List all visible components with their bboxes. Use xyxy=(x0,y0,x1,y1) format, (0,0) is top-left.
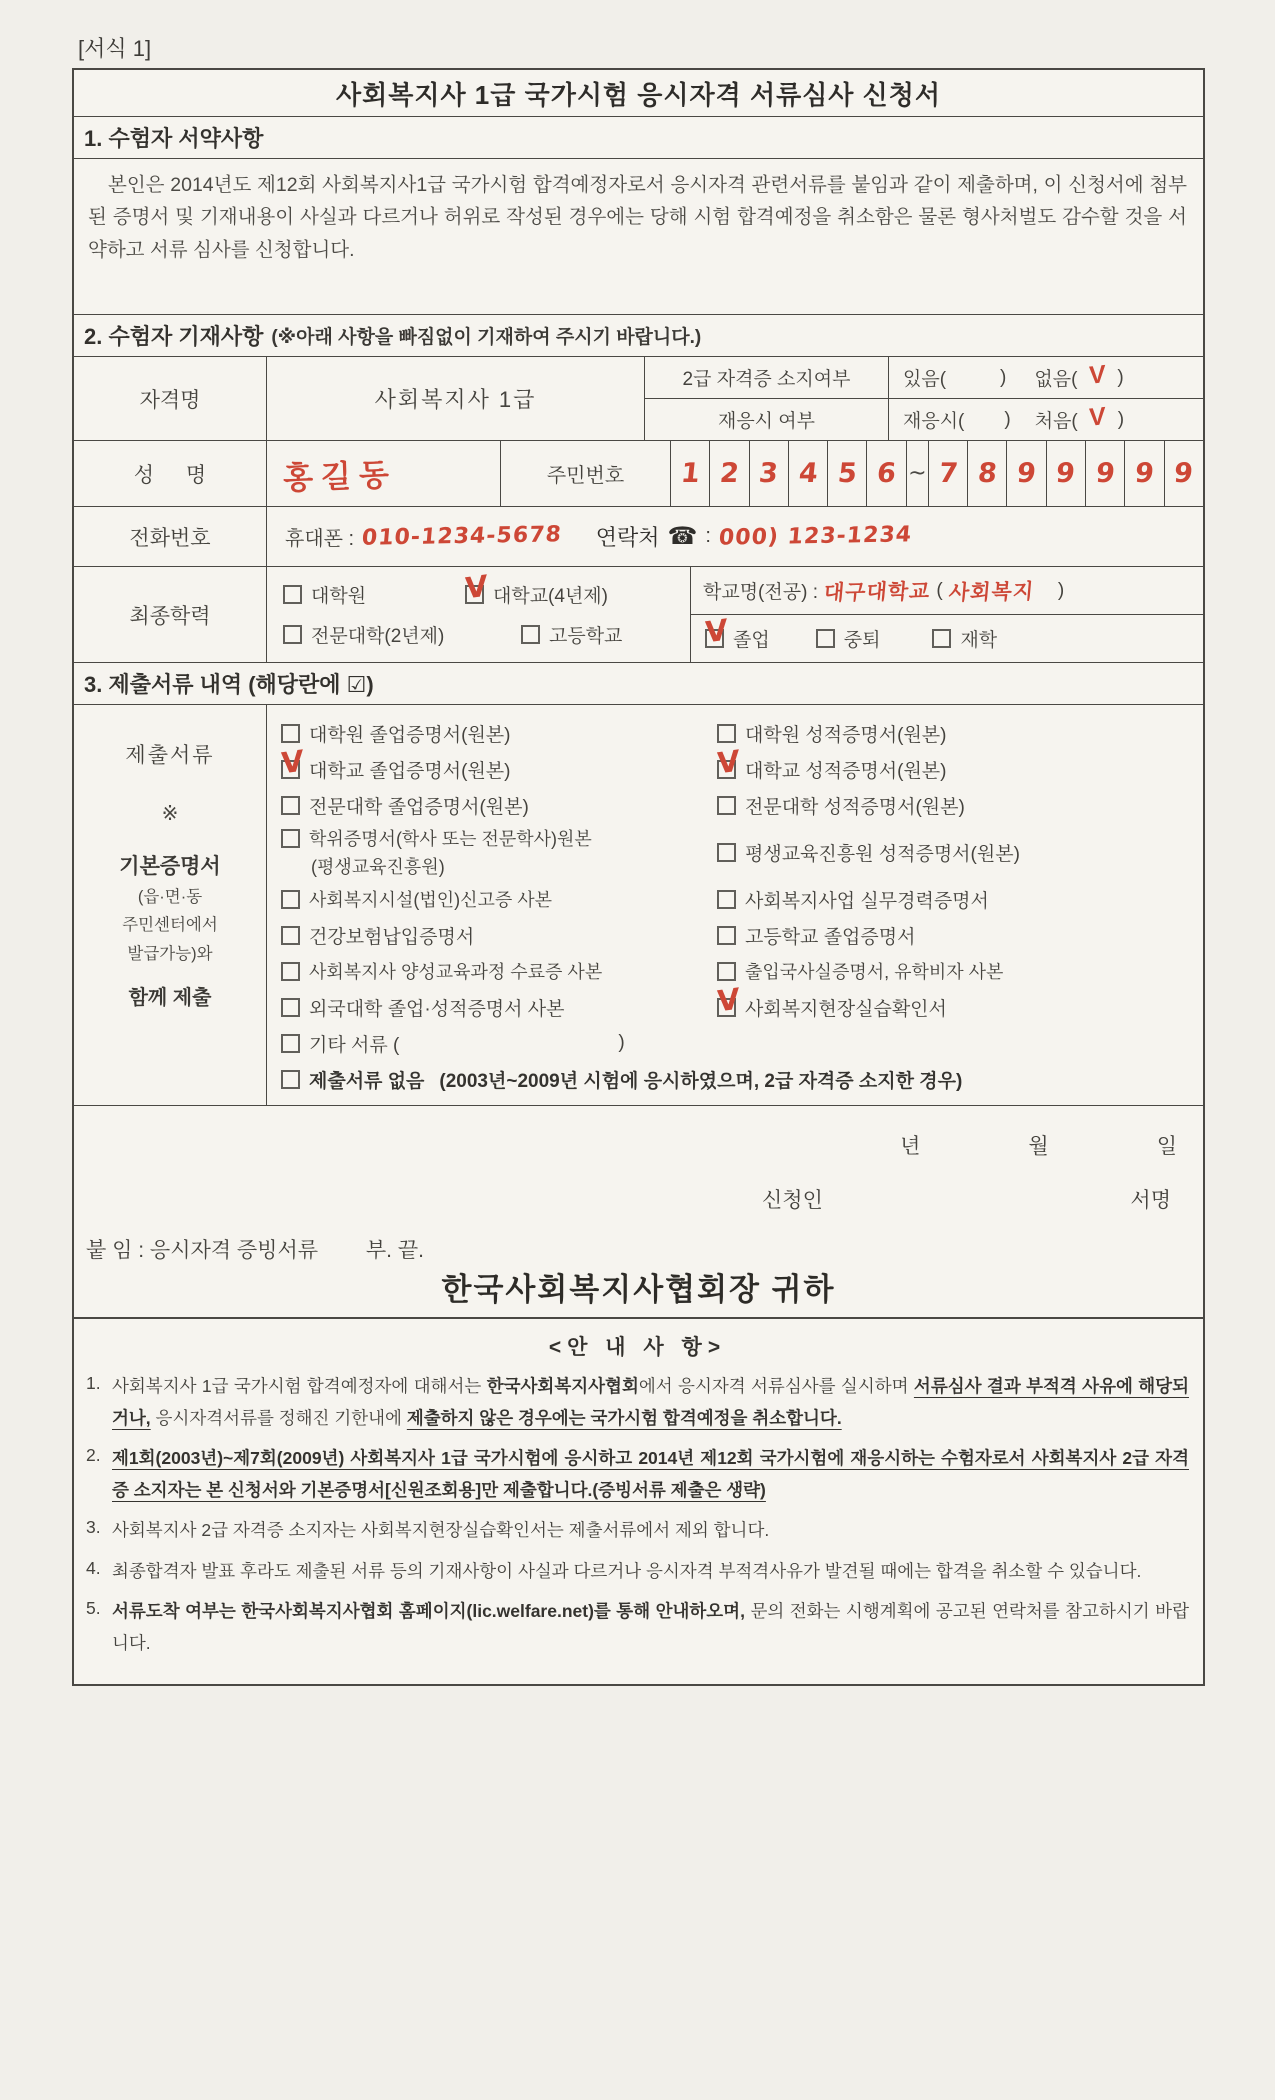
checkbox xyxy=(281,962,300,981)
jumin-label: 주민번호 xyxy=(500,441,670,506)
doc-item-other: 기타 서류 ( ) xyxy=(281,1030,625,1057)
jumin-digit: 2 xyxy=(709,441,748,506)
first-slot xyxy=(1082,401,1114,432)
education-options xyxy=(266,567,690,662)
edu-option-university: V 대학교(4년제) xyxy=(464,568,608,608)
documents-checklist xyxy=(266,705,1203,1105)
doc-item: V 사회복지현장실습확인서 xyxy=(716,980,947,1020)
retake-options: 재응시( ) 처음( V ) xyxy=(888,399,1203,440)
checkbox xyxy=(464,568,488,606)
phone-row xyxy=(74,506,1203,566)
guidance-item: 2. 제1회(2003년)~제7회(2009년) 사회복지사 1급 국가시험에 응시하고 2014년 제12회 국가시험에 재응시하는 수험자로서 사회복지사 2급 자격증 소지자는 본 신청서와 기본증명서[신원조회용]만 제출합니다.(증빙서류 제출은 생략) xyxy=(86,1445,1189,1500)
side-label-line1: 제출서류 xyxy=(125,744,215,767)
signature-label: 서명 xyxy=(1130,1189,1171,1212)
doc-pair-row xyxy=(281,917,1193,953)
section3-heading-row xyxy=(74,662,1203,704)
phone-value-cell xyxy=(266,507,1203,566)
contact-number-handwritten: 000) 123-1234 xyxy=(717,522,914,551)
section3-heading: 3. 제출서류 내역 (해당란에 ☑) xyxy=(84,672,374,697)
jumin-digit: 4 xyxy=(788,441,827,506)
name-row xyxy=(74,440,1203,506)
checkbox xyxy=(717,843,736,862)
doc-item: 사회복지시설(법인)신고증 사본 xyxy=(281,886,552,912)
school-name-handwritten: 대구대학교 xyxy=(822,578,932,605)
checkbox xyxy=(717,890,736,909)
doc-item: V 대학교 졸업증명서(원본) xyxy=(280,742,511,782)
section1-heading: 1. 수험자 서약사항 xyxy=(84,126,264,151)
jumin-digit: 9 xyxy=(1006,441,1045,506)
side-label-small1: (읍·면·동 xyxy=(137,888,203,906)
documents-side-label xyxy=(74,705,266,1105)
side-label-small3: 발급가능)와 xyxy=(127,944,213,963)
check-mark: V xyxy=(464,568,488,606)
doc-item: 대학원 성적증명서(원본) xyxy=(717,720,946,747)
jumin-digit: 9 xyxy=(1124,441,1163,506)
mobile-number-handwritten: 010-1234-5678 xyxy=(360,522,563,551)
school-name-cell: 학교명(전공) : 대구대학교 ( 사회복지 ) xyxy=(691,567,1203,614)
doc-item-none: 제출서류 없음 (2003년~2009년 시험에 응시하였으며, 2급 자격증 소지한 경우) xyxy=(281,1066,962,1093)
license-label: 자격명 xyxy=(139,388,201,412)
recipient-line: 한국사회복지사협회장 귀하 xyxy=(441,1272,836,1307)
doc-item: 건강보험납입증명서 xyxy=(281,922,474,949)
check-mark: V xyxy=(1088,359,1106,390)
license-row xyxy=(74,356,1203,440)
school-block xyxy=(690,567,1203,662)
documents-row xyxy=(74,704,1203,1105)
doc-item: 고등학교 졸업증명서 xyxy=(717,922,915,949)
status-option-graduated: V 졸업 xyxy=(704,612,770,651)
checkbox xyxy=(281,829,300,848)
name-value-cell xyxy=(266,441,500,506)
doc-item: 전문대학 졸업증명서(원본) xyxy=(281,792,529,819)
checkbox xyxy=(704,612,728,650)
cert2-block xyxy=(644,357,1203,440)
cert2-option-none: 없음( xyxy=(1034,369,1078,390)
jumin-digit: 6 xyxy=(866,441,905,506)
check-mark: V xyxy=(280,742,304,781)
date-day: 일 xyxy=(1156,1135,1177,1158)
side-label-line3: 함께 제출 xyxy=(128,986,212,1009)
attachment-label: 붙 임 : 응시자격 증빙서류 xyxy=(86,1239,319,1262)
attachment-line xyxy=(86,1234,424,1264)
checkbox xyxy=(716,742,740,781)
cert2-label: 2급 자격증 소지여부 xyxy=(682,369,851,390)
reference-mark: ※ xyxy=(161,803,179,825)
cert2-options: 있음( ) 없음( V ) xyxy=(888,357,1203,398)
contact-label: 연락처 xyxy=(595,525,660,550)
checkbox xyxy=(717,796,736,815)
check-mark: V xyxy=(716,742,740,781)
edu-option-gradschool: 대학원 xyxy=(283,581,465,608)
jumin-digit: 9 xyxy=(1164,441,1203,506)
doc-pair-row xyxy=(281,980,1193,1025)
doc-none-note: (2003년~2009년 시험에 응시하였으며, 2급 자격증 소지한 경우) xyxy=(439,1070,963,1092)
doc-item: 평생교육진흥원 성적증명서(원본) xyxy=(717,839,1020,866)
jumin-digit: 5 xyxy=(827,441,866,506)
date-month: 월 xyxy=(1028,1135,1049,1158)
doc-item: 대학원 졸업증명서(원본) xyxy=(281,720,510,747)
jumin-digit: 3 xyxy=(749,441,788,506)
cert2-option-have: 있음( xyxy=(903,369,947,390)
edu-option-college: 전문대학(2년제) xyxy=(283,621,465,648)
school-label: 학교명(전공) : xyxy=(703,582,818,603)
retake-option-retake: 재응시( xyxy=(903,411,965,432)
guidance-item: 5. 서류도착 여부는 한국사회복지사협회 홈페이지(lic.welfare.net)를 통해 안내하오며, 문의 전화는 시행계획에 공고된 연락처를 참고하시기 바랍니다. xyxy=(86,1598,1189,1653)
section2-heading: 2. 수험자 기재사항 xyxy=(84,324,264,349)
doc-item: 전문대학 성적증명서(원본) xyxy=(717,792,965,819)
side-label-small2: 주민센터에서 xyxy=(122,916,218,935)
retake-subrow xyxy=(645,398,1203,440)
edu-option-highschool: 고등학교 xyxy=(521,621,622,648)
section2-heading-row xyxy=(74,314,1203,356)
form-tag: [서식 1] xyxy=(78,36,152,61)
form-title-row xyxy=(74,70,1203,116)
checkbox xyxy=(716,980,740,1019)
education-line2 xyxy=(283,621,690,648)
doc-none-row xyxy=(281,1061,1193,1097)
license-value: 사회복지사 1급 xyxy=(266,357,644,440)
checkbox xyxy=(281,926,300,945)
guidance-item: 1. 사회복지사 1급 국가시험 합격예정자에 대해서는 한국사회복지사협회에서 응시자격 서류심사를 실시하며 서류심사 결과 부적격 사유에 해당되거나, 응시자격서류를 정해진 기한내에 제출하지 않은 경우에는 국가시험 합격예정을 취소합니다. xyxy=(86,1373,1189,1428)
jumin-digit: 9 xyxy=(1085,441,1124,506)
status-option-dropout: 중퇴 xyxy=(816,625,881,652)
doc-item: V 대학교 성적증명서(원본) xyxy=(716,742,947,782)
checkbox xyxy=(281,998,300,1017)
checkbox xyxy=(283,625,302,644)
checkbox xyxy=(281,796,300,815)
jumin-digit: 8 xyxy=(967,441,1006,506)
checkbox xyxy=(280,742,304,781)
form-title: 사회복지사 1급 국가시험 응시자격 서류심사 신청서 xyxy=(335,79,941,110)
applicant-label: 신청인 xyxy=(762,1189,823,1212)
doc-item: 학위증명서(학사 또는 전문학사)원본 xyxy=(281,825,592,851)
checkbox xyxy=(717,724,736,743)
name-handwritten: 홍길동 xyxy=(282,457,398,497)
date-year: 년 xyxy=(900,1135,921,1158)
education-label: 최종학력 xyxy=(129,604,211,628)
checkbox xyxy=(717,962,736,981)
signature-block xyxy=(74,1105,1203,1317)
doc-pair-row xyxy=(280,742,1193,787)
jumin-separator: ~ xyxy=(906,441,928,506)
doc-item: 사회복지사 양성교육과정 수료증 사본 xyxy=(281,958,602,984)
pledge-text-block xyxy=(74,158,1203,314)
check-mark: V xyxy=(1089,401,1107,432)
date-line xyxy=(900,1130,1177,1160)
doc-pair-row xyxy=(281,787,1193,823)
guidance-title: <안 내 사 항> xyxy=(548,1336,727,1359)
phone-label: 전화번호 xyxy=(129,526,211,550)
checkbox xyxy=(281,1034,300,1053)
status-option-enrolled: 재학 xyxy=(932,625,997,652)
guidance-section xyxy=(74,1317,1203,1684)
checkbox xyxy=(816,629,835,648)
jumin-digit: 1 xyxy=(679,458,702,489)
guidance-item: 4. 최종합격자 발표 후라도 제출된 서류 등의 기재사항이 사실과 다르거나 응시자격 부적격사유가 발견될 때에는 합격을 취소할 수 있습니다. xyxy=(86,1557,1142,1581)
major-handwritten: 사회복지 xyxy=(947,578,1035,605)
doc-pair-row xyxy=(281,823,1193,881)
doc-pair-row xyxy=(281,881,1193,917)
doc-other-row xyxy=(281,1025,1193,1061)
doc-item-subnote: (평생교육진흥원) xyxy=(311,857,445,877)
pledge-text: 본인은 2014년도 제12회 사회복지사1급 국가시험 합격예정자로서 응시자격 관련서류를 붙임과 같이 제출하며, 이 신청서에 첨부된 증명서 및 기재내용이 사실과 다르거나 허위로 작성된 경우에는 당해 시험 합격예정을 취소함은 물론 형사처벌도 감수할 것을 서약하고 서류 심사를 신청합니다. xyxy=(88,174,1187,261)
check-mark: V xyxy=(716,980,740,1019)
jumin-digit: 9 xyxy=(1046,441,1085,506)
checkbox xyxy=(281,724,300,743)
contact-colon: : xyxy=(705,525,711,547)
jumin-digit: 7 xyxy=(928,441,967,506)
retake-option-first: 처음( xyxy=(1034,411,1078,432)
education-line1 xyxy=(283,568,690,608)
cert2-none-slot xyxy=(1081,359,1113,390)
section1-heading-row xyxy=(74,116,1203,158)
checkbox xyxy=(521,625,540,644)
education-row xyxy=(74,566,1203,662)
checkbox xyxy=(717,926,736,945)
retake-label: 재응시 여부 xyxy=(717,411,816,432)
checkbox xyxy=(281,1070,300,1089)
section2-heading-note: (※아래 사항을 빠짐없이 기재하여 주시기 바랍니다.) xyxy=(271,327,702,348)
checkbox xyxy=(281,890,300,909)
checkbox xyxy=(932,629,951,648)
side-label-line2: 기본증명서 xyxy=(119,855,221,878)
doc-item: 외국대학 졸업·성적증명서 사본 xyxy=(281,994,565,1021)
cert2-subrow xyxy=(645,357,1203,398)
application-form xyxy=(72,68,1205,1686)
name-label: 성 명 xyxy=(133,463,207,487)
guidance-item: 3. 사회복지사 2급 자격증 소지자는 사회복지현장실습확인서는 제출서류에서 제외 합니다. xyxy=(86,1517,770,1540)
doc-item: 출입국사실증명서, 유학비자 사본 xyxy=(717,958,1003,984)
doc-item: 사회복지사업 실무경력증명서 xyxy=(717,886,989,913)
attachment-end: 부. 끝. xyxy=(365,1239,424,1262)
check-mark: V xyxy=(704,612,728,650)
mobile-label: 휴대폰 : xyxy=(285,528,355,550)
graduation-status-cell xyxy=(691,614,1203,662)
jumin-digit-cells xyxy=(670,441,1203,506)
checkbox xyxy=(283,585,302,604)
telephone-icon: ☎ xyxy=(667,523,698,550)
